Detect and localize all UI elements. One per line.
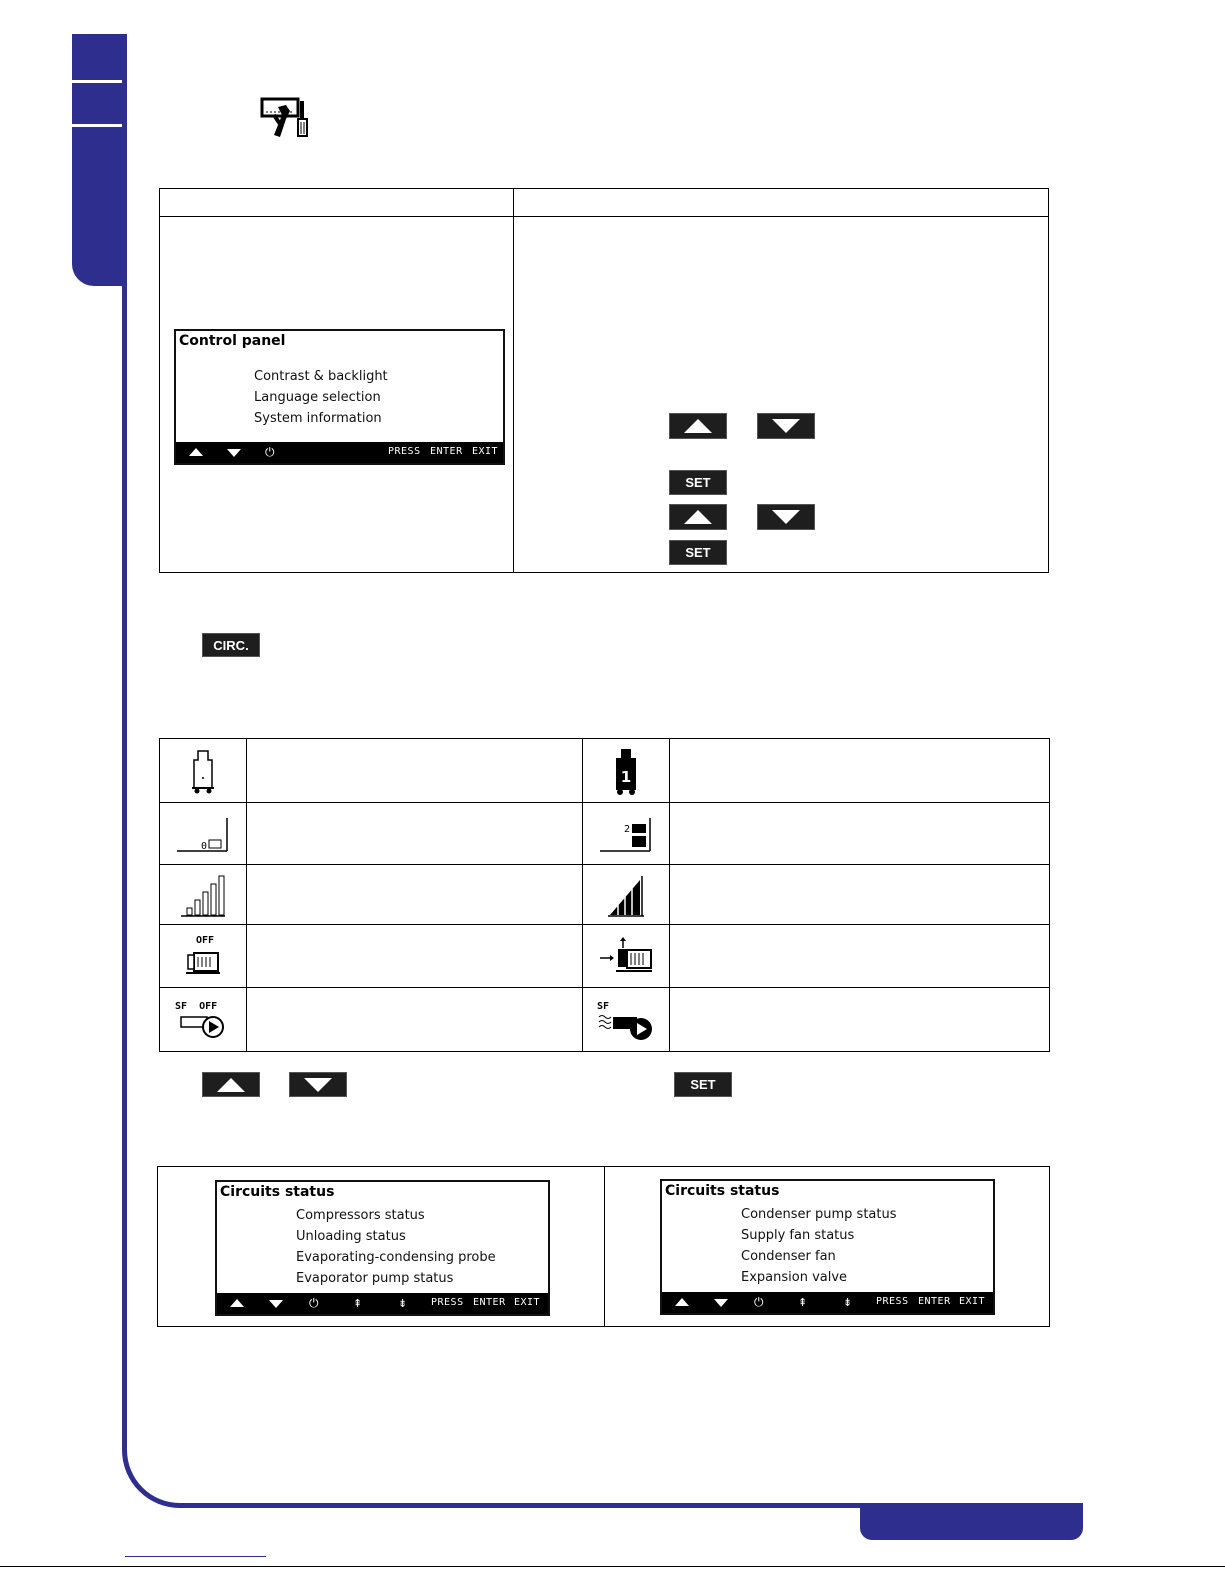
down-key-button[interactable] (289, 1072, 347, 1097)
power-icon: ⏻ (754, 1295, 764, 1309)
lcd-command-bar (217, 1293, 548, 1314)
up-arrow-icon (189, 448, 203, 456)
icon-cell (583, 865, 670, 925)
lcd-title: Circuits status (665, 1183, 780, 1199)
page-up-icon: ⇞ (353, 1297, 363, 1310)
icon-cell (160, 988, 247, 1052)
lcd-title: Control panel (179, 333, 286, 349)
circ-key-button[interactable] (202, 633, 260, 657)
down-arrow-icon (269, 1300, 283, 1308)
icon-cell (583, 803, 670, 865)
up-key-button[interactable] (669, 413, 727, 439)
icon-cell (160, 865, 247, 925)
power-icon: ⏻ (265, 445, 275, 459)
circ-key-label: CIRC. (213, 638, 249, 653)
lcd-title: Circuits status (220, 1184, 335, 1200)
footer-page-tab (860, 1505, 1083, 1540)
lcd-menu-item[interactable]: Supply fan status (741, 1228, 855, 1243)
supply-fan-on-icon (595, 997, 657, 1043)
up-arrow-icon (675, 1298, 689, 1306)
lcd-menu-item[interactable]: Unloading status (296, 1229, 406, 1244)
lcd-menu-item[interactable]: Compressors status (296, 1208, 425, 1223)
down-arrow-icon (714, 1299, 728, 1307)
set-key-label: SET (685, 545, 711, 560)
up-key-button[interactable] (202, 1072, 260, 1097)
up-arrow-icon (684, 419, 712, 433)
side-tab-divider (72, 124, 124, 127)
icon-cell (160, 739, 247, 803)
lcd-command-bar (176, 442, 503, 463)
unloading-step-2-icon (598, 814, 654, 854)
svg-text:SF OFF: SF OFF (175, 1000, 218, 1012)
footer-rule (0, 1566, 1225, 1567)
down-key-button[interactable] (757, 413, 815, 439)
down-arrow-icon (772, 510, 800, 524)
svg-text:SF: SF (597, 1000, 610, 1012)
status-icons-table (159, 738, 1050, 1052)
supply-fan-off-icon (173, 997, 233, 1043)
page-frame-corner (122, 1438, 182, 1508)
icon-cell (160, 803, 247, 865)
svg-text:2: 2 (624, 823, 631, 835)
control-panel-lcd (174, 329, 505, 465)
lcd-press-label: PRESS (876, 1296, 909, 1307)
circuits-status-lcd-2 (660, 1179, 995, 1315)
down-key-button[interactable] (757, 504, 815, 530)
probe-level-empty-icon (179, 872, 227, 918)
up-arrow-icon (230, 1299, 244, 1307)
lcd-exit-label: EXIT (959, 1296, 986, 1307)
page-down-icon: ⇟ (843, 1296, 853, 1309)
lcd-menu-item[interactable]: Condenser fan (741, 1249, 836, 1264)
down-arrow-icon (772, 419, 800, 433)
down-arrow-icon (304, 1078, 332, 1092)
page-up-icon: ⇞ (798, 1296, 808, 1309)
lcd-menu-item[interactable]: Contrast & backlight (254, 369, 388, 384)
lcd-menu-item[interactable]: System information (254, 411, 382, 426)
page-down-icon: ⇟ (398, 1297, 408, 1310)
lcd-menu-item[interactable]: Evaporating-condensing probe (296, 1250, 496, 1265)
page-frame-left (122, 34, 127, 1449)
compressor-off-icon (188, 748, 218, 794)
lcd-menu-item[interactable]: Expansion valve (741, 1270, 848, 1285)
circuits-status-lcd-1 (215, 1180, 550, 1316)
icon-cell (583, 739, 670, 803)
footer-link-underline (125, 1556, 266, 1557)
set-key-button[interactable] (669, 470, 727, 495)
down-arrow-icon (227, 449, 241, 457)
lcd-press-label: PRESS (431, 1297, 464, 1308)
lcd-enter-label: ENTER (430, 446, 463, 457)
set-key-button[interactable] (674, 1072, 732, 1097)
icon-cell (583, 925, 670, 988)
compressor-on-icon (611, 746, 641, 796)
up-arrow-icon (684, 510, 712, 524)
lcd-exit-label: EXIT (514, 1297, 541, 1308)
set-key-button[interactable] (669, 540, 727, 565)
lcd-enter-label: ENTER (473, 1297, 506, 1308)
lcd-menu-item[interactable]: Language selection (254, 390, 381, 405)
power-icon: ⏻ (309, 1296, 319, 1310)
unloading-step-0-icon (175, 814, 231, 854)
side-tab-divider (72, 80, 124, 83)
lcd-exit-label: EXIT (472, 446, 499, 457)
icon-cell (583, 988, 670, 1052)
lcd-command-bar (662, 1292, 993, 1313)
chapter-side-tab (72, 34, 125, 286)
svg-text:OFF: OFF (196, 935, 215, 946)
up-key-button[interactable] (669, 504, 727, 530)
lcd-menu-item[interactable]: Condenser pump status (741, 1207, 897, 1222)
set-key-label: SET (685, 475, 711, 490)
pump-off-icon (180, 933, 226, 979)
up-arrow-icon (217, 1078, 245, 1092)
svg-text:0: 0 (201, 840, 208, 852)
lcd-menu-item[interactable]: Evaporator pump status (296, 1271, 454, 1286)
set-key-label: SET (690, 1077, 716, 1092)
service-tools-icon (260, 97, 312, 139)
probe-level-full-icon (606, 872, 646, 918)
lcd-enter-label: ENTER (918, 1296, 951, 1307)
icon-cell (160, 925, 247, 988)
pump-on-icon (596, 936, 656, 976)
svg-text:1: 1 (620, 767, 632, 786)
lcd-press-label: PRESS (388, 446, 421, 457)
